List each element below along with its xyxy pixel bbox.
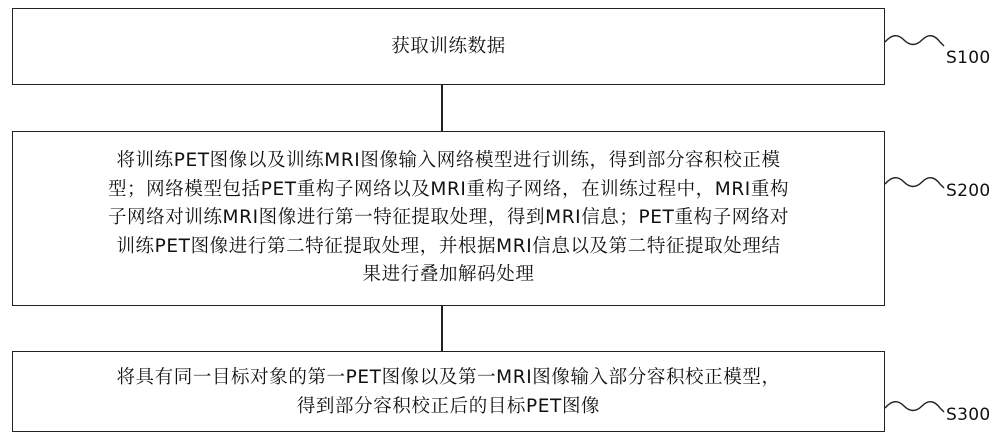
- connector-line: [441, 85, 443, 131]
- step-label-s300: S300: [946, 405, 991, 425]
- step-box-s100: [12, 8, 885, 85]
- step-label-s100: S100: [946, 48, 991, 68]
- step-label-s200: S200: [946, 181, 991, 201]
- step-text-s200: 将训练PET图像以及训练MRI图像输入网络模型进行训练，得到部分容积校正模 型；网络模型包括PET重构子网络以及MRI重构子网络，在训练过程中，MRI重构 子网络对训练MRI图像进行第一特征提取处理，得到MRI信息；PET重构子网络对 训练PET图像进行第二特征提取处理，并根据MRI信息以及第二特征提取处理结 果进行叠加解码处理: [107, 150, 790, 286]
- step-text-s100: 获取训练数据: [391, 36, 506, 57]
- step-box-s200: [12, 131, 885, 306]
- step-text-s300: 将具有同一目标对象的第一PET图像以及第一MRI图像输入部分容积校正模型， 得到部分容积校正后的目标PET图像: [116, 366, 781, 417]
- step-box-s300: [12, 351, 885, 432]
- connector-line: [441, 306, 443, 351]
